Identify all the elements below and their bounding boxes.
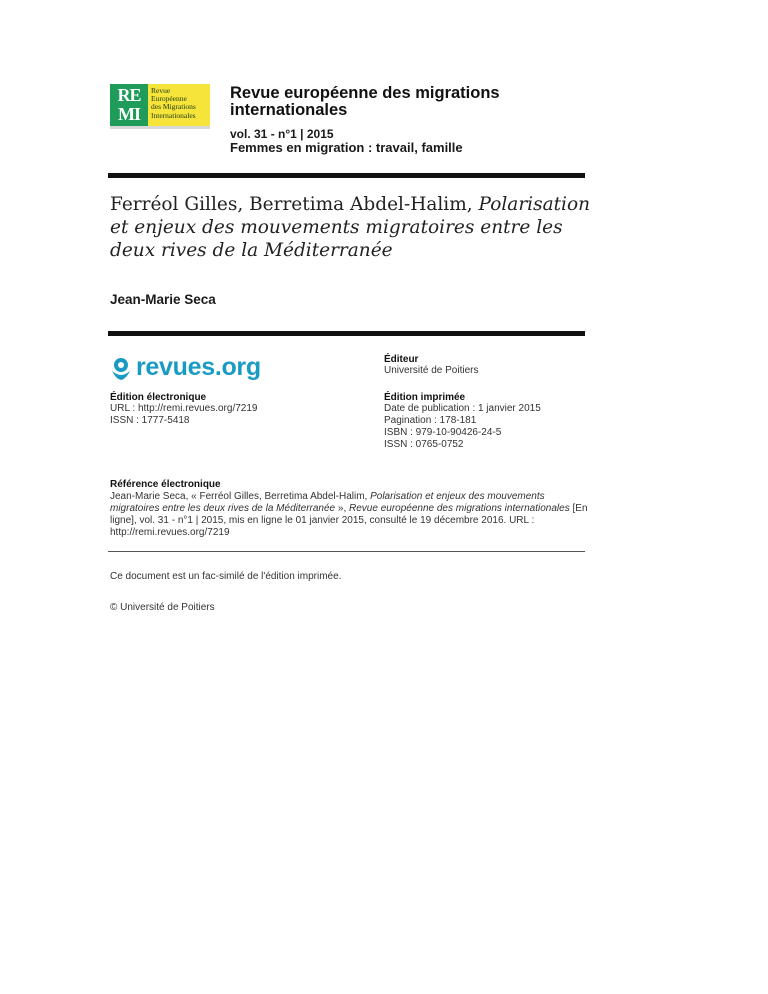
reference-journal-title: Revue européenne des migrations internationales [349,503,570,514]
article-title-work: Polarisation et enjeux des mouvements migratoires entre les deux rives de la Méditerranée [110,194,591,261]
edition-electronique-url[interactable]: URL : http://remi.revues.org/7219 [110,403,258,414]
reference-part: Jean-Marie Seca, « Ferréol Gilles, Berretima Abdel-Halim, [110,491,371,502]
logo-text-line: Européenne [151,94,187,104]
edition-electronique-label: Édition électronique [110,392,207,403]
journal-title: Revue européenne des migrations internationales [230,84,500,119]
issue-theme: Femmes en migration : travail, famille [230,140,463,155]
header-divider [108,173,585,178]
journal-logo [110,84,210,126]
reference-divider [108,551,585,552]
revues-org-flower-icon [110,357,132,379]
issue-volume: vol. 31 - n°1 | 2015 [230,127,334,141]
edition-electronique-issn: ISSN : 1777-5418 [110,415,190,426]
author-divider [108,331,585,336]
logo-text-line: Internationales [151,110,196,120]
reference-article-title: Polarisation et enjeux des mouvements migratoires entre les deux rives de la Méditerranée [110,491,545,514]
copyright-note: © Université de Poitiers [110,602,215,613]
article-title-authors: Ferréol Gilles, Berretima Abdel-Halim, [110,194,479,215]
article-title [110,193,590,262]
remi-logo-mark [110,84,148,126]
edition-imprimee-date: Date de publication : 1 janvier 2015 [384,403,541,414]
editeur-block [384,354,478,377]
edition-imprimee-block [384,392,541,451]
logo-text-line: Revue [151,86,171,95]
edition-imprimee-issn: ISSN : 0765-0752 [384,439,464,450]
reference-label: Référence électronique [110,479,221,490]
revues-org-logo[interactable] [110,353,261,382]
editeur-value: Université de Poitiers [384,365,479,376]
logo-mark-line2: MI [118,104,140,124]
facsimile-note: Ce document est un fac-similé de l'édition imprimée. [110,571,342,582]
reference-citation [110,491,588,539]
reference-part: », [335,503,350,514]
edition-electronique-block [110,392,257,427]
article-author: Jean-Marie Seca [110,292,216,307]
edition-imprimee-pagination: Pagination : 178-181 [384,415,477,426]
logo-text-line: des Migrations [151,102,196,112]
logo-shadow [110,126,210,129]
revues-org-name: revues.org [136,353,261,381]
editeur-label: Éditeur [384,354,419,365]
reference-part: [En ligne], vol. 31 - n°1 | 2015, mis en ligne le 01 janvier 2015, consulté le 19 décembre 2016. URL : http://remi.revues.org/7219 [110,503,588,538]
logo-mark-line1: RE [117,85,141,105]
edition-imprimee-isbn: ISBN : 979-10-90426-24-5 [384,427,502,438]
logo-text [148,84,210,126]
edition-imprimee-label: Édition imprimée [384,392,466,403]
